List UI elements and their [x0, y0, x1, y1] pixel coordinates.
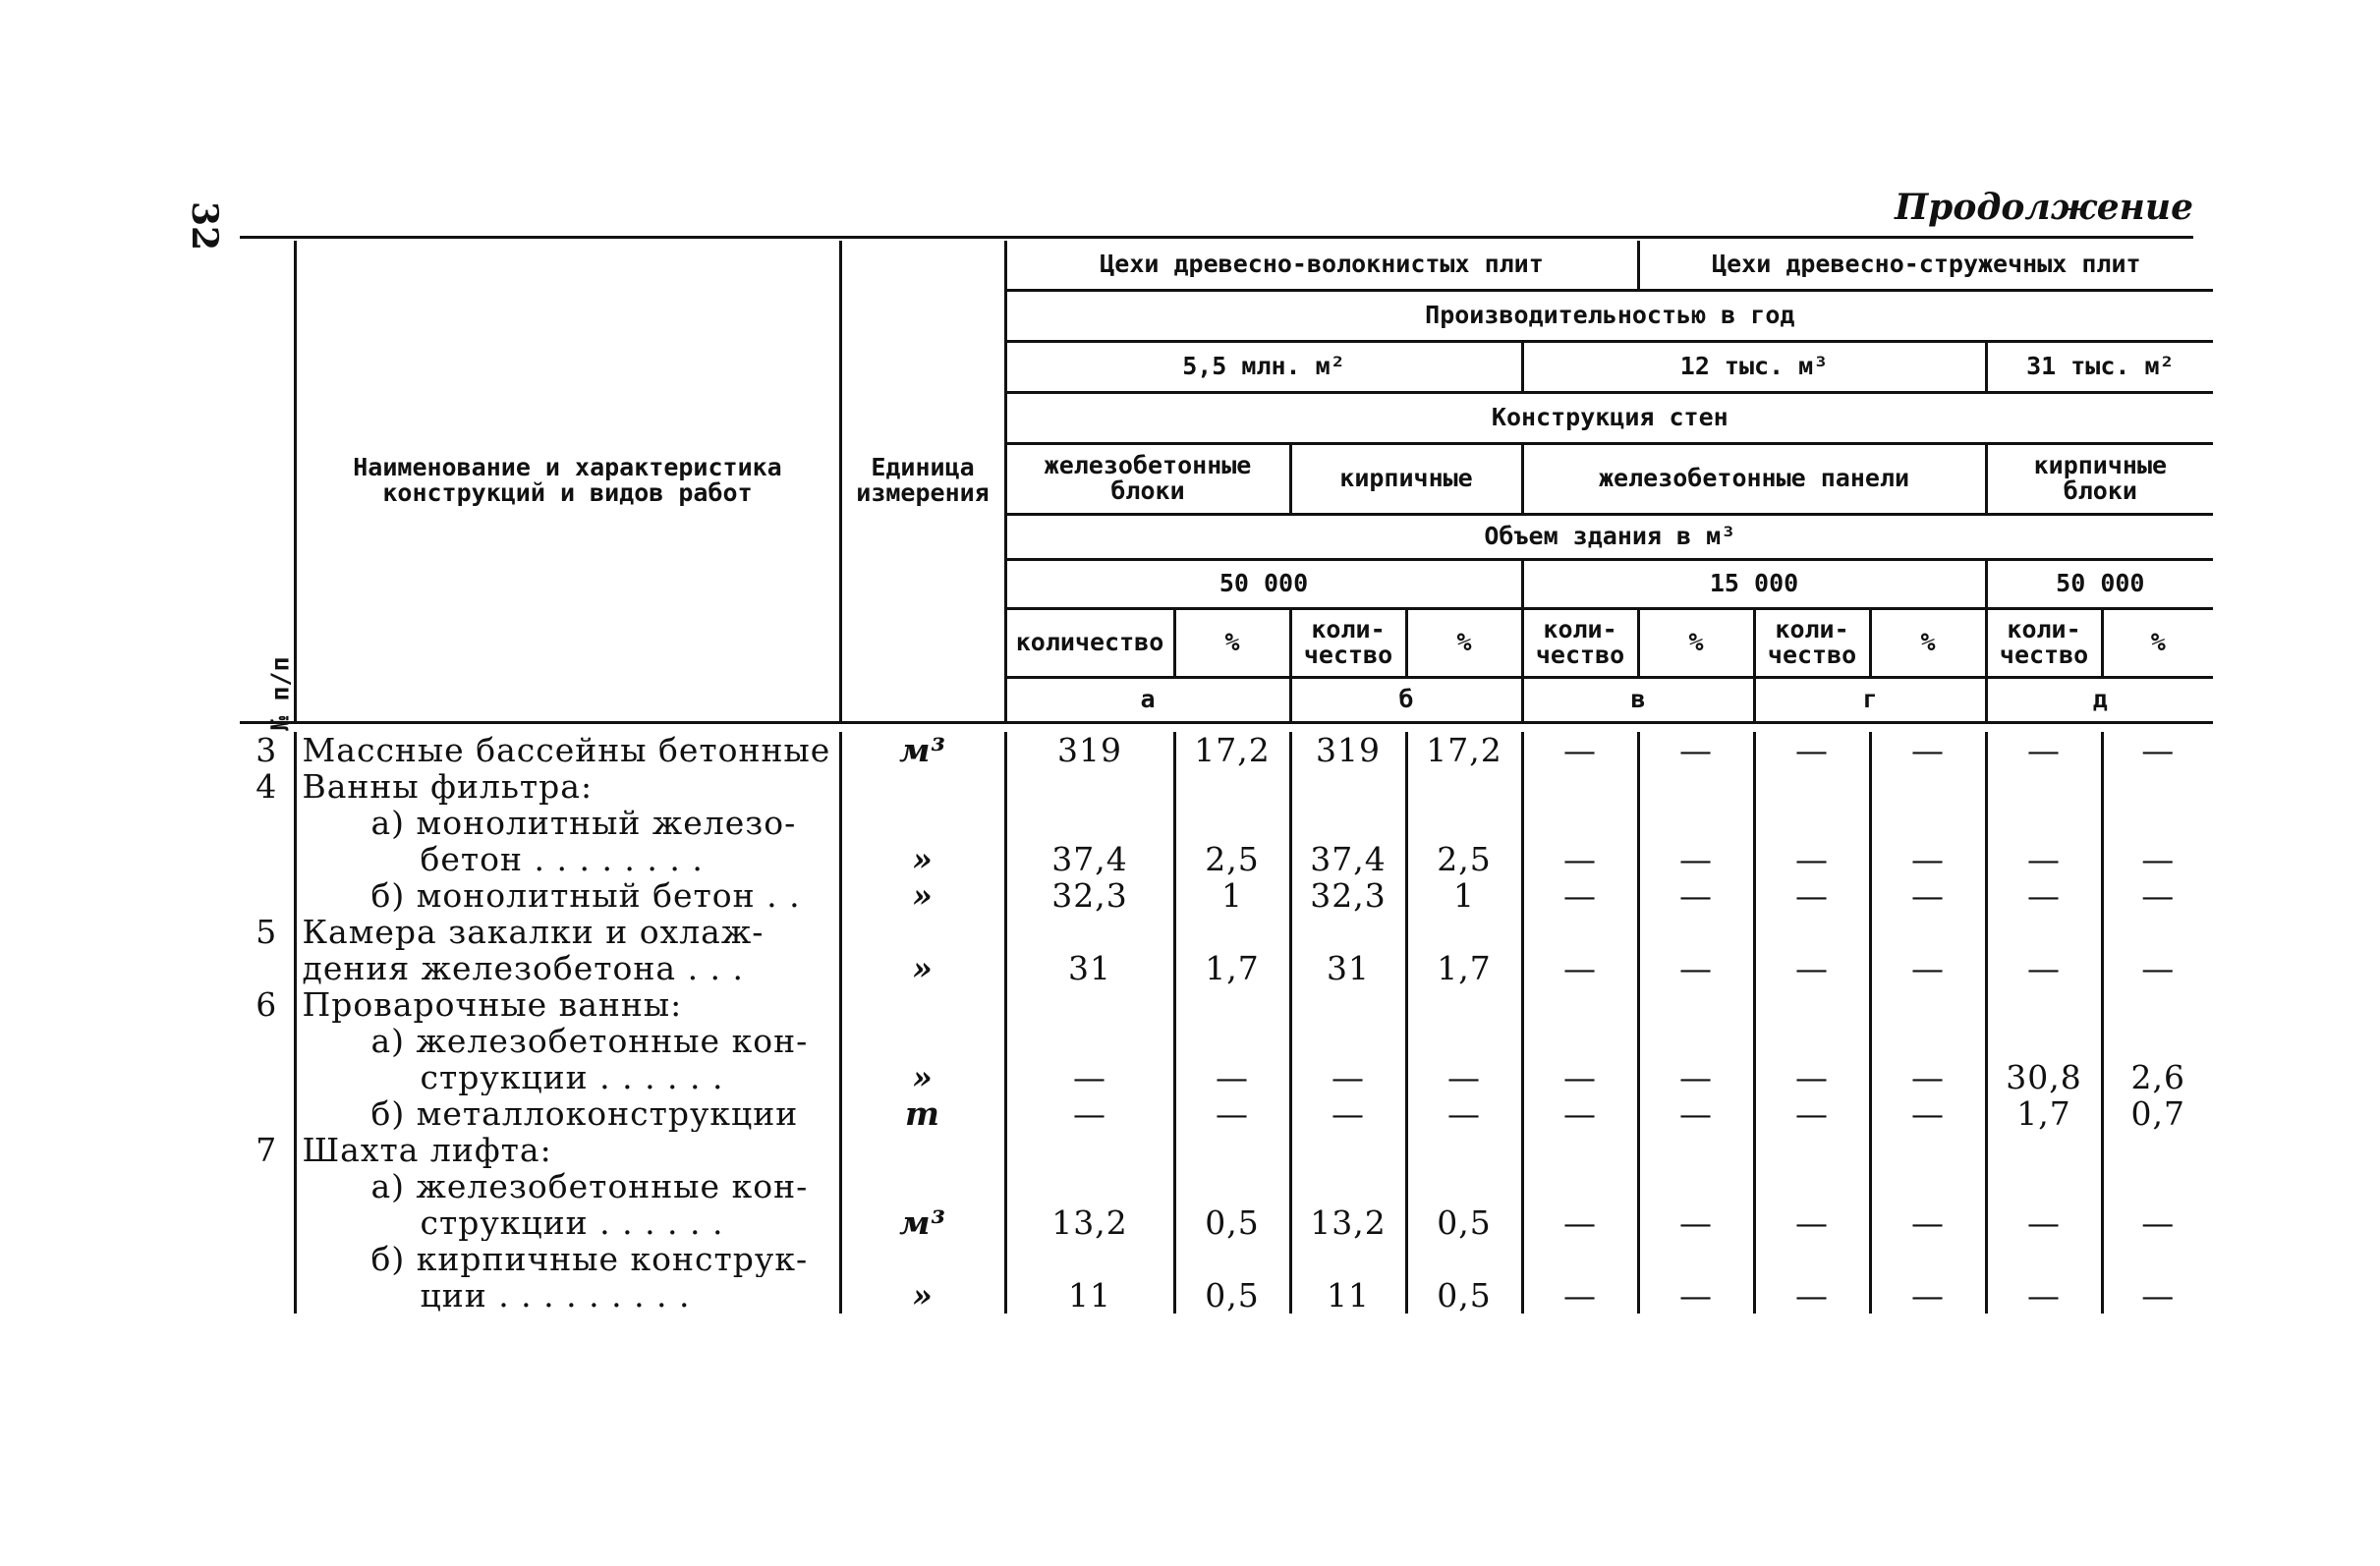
row-name [295, 1059, 840, 1095]
table-row [240, 914, 2213, 950]
header-wall-rc-blocks: железобетонные блоки [1005, 443, 1290, 514]
row-unit [840, 1168, 1005, 1204]
cell-percent: — [2102, 1204, 2213, 1241]
table-row [240, 986, 2213, 1023]
row-name-text: б) металлоконструкции [370, 1095, 799, 1132]
cell-quantity [1005, 1132, 1174, 1168]
row-number [240, 877, 295, 914]
cell-percent [1174, 768, 1290, 805]
cell-quantity: — [1754, 877, 1870, 914]
row-name [295, 1095, 840, 1132]
cell-quantity [1290, 1023, 1406, 1059]
cell-percent [1870, 914, 1986, 950]
row-name [295, 841, 840, 877]
cell-percent [1870, 1241, 1986, 1277]
table-row [240, 1095, 2213, 1132]
cell-quantity: 37,4 [1005, 841, 1174, 877]
row-name-text: а) железобетонные кон- [370, 1168, 809, 1204]
row-number [240, 1095, 295, 1132]
cell-quantity [1522, 914, 1638, 950]
cell-percent [2102, 1132, 2213, 1168]
cell-percent: — [1406, 1059, 1522, 1095]
row-number [240, 1023, 295, 1059]
row-unit [840, 1132, 1005, 1168]
table-row [240, 732, 2213, 768]
row-number [240, 1204, 295, 1241]
cell-percent [1406, 805, 1522, 841]
row-unit: » [840, 841, 1005, 877]
cell-quantity [1754, 1132, 1870, 1168]
cell-quantity: — [1522, 1095, 1638, 1132]
row-unit: » [840, 877, 1005, 914]
table-row [240, 1277, 2213, 1314]
table-row [240, 1059, 2213, 1095]
table-body [240, 732, 2213, 1314]
row-name [295, 877, 840, 914]
cell-percent: — [1406, 1095, 1522, 1132]
header-shop-fiber: Цехи древесно-волокнистых плит [1005, 241, 1638, 290]
table-row [240, 805, 2213, 841]
cell-percent: 1 [1406, 877, 1522, 914]
header-wall-rc-panels: железобетонные панели [1522, 443, 1986, 514]
cell-percent: 0,5 [1174, 1277, 1290, 1314]
row-name-text: дения железобетона . . . [302, 950, 745, 986]
row-name [295, 1241, 840, 1277]
table-row [240, 1204, 2213, 1241]
row-name-text: ции . . . . . . . . . [420, 1277, 691, 1314]
cell-quantity: — [1290, 1059, 1406, 1095]
cell-percent [1406, 986, 1522, 1023]
row-name-text: струкции . . . . . . [420, 1204, 724, 1241]
row-name-text: бетон . . . . . . . . [420, 841, 704, 877]
cell-quantity: — [1754, 732, 1870, 768]
cell-percent: 1,7 [1406, 950, 1522, 986]
cell-percent: 2,5 [1174, 841, 1290, 877]
cell-quantity: 31 [1290, 950, 1406, 986]
cell-percent: — [1638, 1095, 1754, 1132]
row-name [295, 1204, 840, 1241]
header-pct-c: % [1638, 608, 1754, 677]
header-wall-brick: кирпичные [1290, 443, 1522, 514]
cell-quantity [1290, 1241, 1406, 1277]
cell-percent: — [1174, 1095, 1290, 1132]
header-qty-e: коли-чество [1986, 608, 2102, 677]
table-row [240, 841, 2213, 877]
row-unit [840, 1023, 1005, 1059]
cell-quantity [1005, 1023, 1174, 1059]
cell-percent [1870, 986, 1986, 1023]
table-row [240, 768, 2213, 805]
cell-percent [2102, 768, 2213, 805]
cell-percent [1638, 914, 1754, 950]
row-number: 4 [255, 767, 278, 806]
header-qty-b: коли-чество [1290, 608, 1406, 677]
row-unit [840, 768, 1005, 805]
row-name [295, 950, 840, 986]
row-number [240, 1277, 295, 1314]
row-name-text: а) монолитный железо- [370, 805, 797, 841]
cell-percent [1174, 1168, 1290, 1204]
cell-percent [2102, 986, 2213, 1023]
cell-percent [2102, 1023, 2213, 1059]
cell-quantity [1290, 1168, 1406, 1204]
cell-percent [2102, 914, 2213, 950]
cell-quantity: — [1005, 1095, 1174, 1132]
cell-percent: — [1870, 1095, 1986, 1132]
table-row [240, 950, 2213, 986]
cell-quantity [1522, 1168, 1638, 1204]
cell-percent: — [1870, 1059, 1986, 1095]
cell-quantity [1986, 1132, 2102, 1168]
cell-quantity [1290, 1132, 1406, 1168]
cell-percent [1406, 914, 1522, 950]
header-qty-a: количество [1005, 608, 1174, 677]
cell-percent [2102, 805, 2213, 841]
cell-percent [1638, 986, 1754, 1023]
cell-percent [1870, 1023, 1986, 1059]
cell-percent [2102, 1168, 2213, 1204]
cell-quantity [1005, 1168, 1174, 1204]
cell-quantity [1754, 1023, 1870, 1059]
row-name-text: Ванны фильтра: [302, 768, 594, 805]
header-vol-a: 50 000 [1005, 559, 1522, 608]
continuation-label: Продолжение [1895, 187, 2193, 228]
cell-quantity [1290, 768, 1406, 805]
row-name [295, 1023, 840, 1059]
cell-percent [1174, 1132, 1290, 1168]
header-prod-b: 12 тыс. м³ [1522, 341, 1986, 392]
header-vol-b: 15 000 [1522, 559, 1986, 608]
cell-quantity [1522, 986, 1638, 1023]
cell-percent [1638, 1023, 1754, 1059]
header-pct-d: % [1870, 608, 1986, 677]
header-num-col: № п/п [240, 241, 295, 722]
header-wall-brick-blocks: кирпичные блоки [1986, 443, 2213, 514]
header-pct-a: % [1174, 608, 1290, 677]
cell-quantity [1522, 805, 1638, 841]
page-number: 32 [184, 200, 225, 252]
cell-percent: 17,2 [1174, 732, 1290, 768]
cell-percent: — [1638, 1059, 1754, 1095]
cell-quantity: — [1754, 1204, 1870, 1241]
header-letter-a: а [1005, 677, 1290, 722]
cell-quantity: 319 [1005, 732, 1174, 768]
cell-percent [1406, 768, 1522, 805]
cell-quantity [1754, 914, 1870, 950]
row-name-text: Камера закалки и охлаж- [302, 914, 765, 950]
cell-percent [1406, 1168, 1522, 1204]
row-unit: т [840, 1095, 1005, 1132]
cell-percent: — [1638, 1277, 1754, 1314]
cell-quantity: — [1522, 1277, 1638, 1314]
cell-percent: 1,7 [1174, 950, 1290, 986]
cell-quantity [1986, 1023, 2102, 1059]
header-name-col: Наименование и характеристика конструкций и видов работ [295, 241, 840, 722]
cell-percent: — [1870, 950, 1986, 986]
row-name-text: а) железобетонные кон- [370, 1023, 809, 1059]
cell-quantity [1754, 1241, 1870, 1277]
cell-percent [1870, 768, 1986, 805]
row-number [240, 841, 295, 877]
cell-percent: 17,2 [1406, 732, 1522, 768]
row-number [240, 1059, 295, 1095]
cell-quantity: — [1005, 1059, 1174, 1095]
row-name [295, 732, 840, 768]
cell-quantity [1986, 1168, 2102, 1204]
cell-quantity: 37,4 [1290, 841, 1406, 877]
row-name [295, 1132, 840, 1168]
cell-percent: 2,5 [1406, 841, 1522, 877]
cell-percent: — [2102, 950, 2213, 986]
row-name [295, 805, 840, 841]
header-letter-b: б [1290, 677, 1522, 722]
cell-percent: — [2102, 732, 2213, 768]
row-name-text: б) кирпичные конструк- [370, 1241, 809, 1277]
header-letter-c: в [1522, 677, 1754, 722]
cell-percent [1870, 1168, 1986, 1204]
cell-percent [1174, 1023, 1290, 1059]
cell-percent [1406, 1023, 1522, 1059]
cell-quantity: — [1754, 841, 1870, 877]
cell-quantity [1005, 1241, 1174, 1277]
cell-percent: — [1870, 841, 1986, 877]
cell-quantity: — [1522, 877, 1638, 914]
table-row [240, 877, 2213, 914]
cell-percent [1870, 805, 1986, 841]
cell-percent: — [2102, 841, 2213, 877]
header-shop-chip: Цехи древесно-стружечных плит [1638, 241, 2213, 290]
cell-quantity: — [1986, 1277, 2102, 1314]
row-name [295, 986, 840, 1023]
cell-quantity: — [1522, 1204, 1638, 1241]
cell-percent [1638, 1132, 1754, 1168]
cell-quantity: — [1522, 841, 1638, 877]
row-name-text: Шахта лифта: [302, 1132, 552, 1168]
row-unit: » [840, 1277, 1005, 1314]
header-qty-d: коли-чество [1754, 608, 1870, 677]
row-number [240, 805, 295, 841]
cell-quantity [1754, 805, 1870, 841]
cell-percent: 1 [1174, 877, 1290, 914]
cell-percent [1406, 1241, 1522, 1277]
cell-percent: 0,7 [2102, 1095, 2213, 1132]
cell-percent: — [2102, 1277, 2213, 1314]
cell-quantity [1754, 986, 1870, 1023]
cell-quantity [1005, 805, 1174, 841]
header-qty-c: коли-чество [1522, 608, 1638, 677]
cell-quantity: — [1522, 1059, 1638, 1095]
row-number: 5 [255, 913, 278, 951]
row-unit [840, 914, 1005, 950]
table-header [240, 241, 2213, 732]
row-name-text: б) монолитный бетон . . [370, 877, 801, 914]
cell-quantity: — [1754, 1095, 1870, 1132]
row-name [295, 1168, 840, 1204]
cell-quantity [1522, 768, 1638, 805]
header-vol-c: 50 000 [1986, 559, 2213, 608]
cell-quantity: 30,8 [1986, 1059, 2102, 1095]
header-unit-col: Единица измерения [840, 241, 1005, 722]
cell-percent [1870, 1132, 1986, 1168]
header-prod-c: 31 тыс. м² [1986, 341, 2213, 392]
cell-quantity [1290, 805, 1406, 841]
row-unit: м³ [840, 732, 1005, 768]
cell-quantity: — [1986, 1204, 2102, 1241]
cell-quantity: — [1522, 732, 1638, 768]
cell-quantity: — [1290, 1095, 1406, 1132]
header-letter-e: д [1986, 677, 2213, 722]
row-number: 6 [255, 985, 278, 1024]
row-name-text: струкции . . . . . . [420, 1059, 724, 1095]
cell-percent: 0,5 [1406, 1277, 1522, 1314]
header-wall-construction: Конструкция стен [1005, 392, 2213, 443]
cell-percent: — [1638, 841, 1754, 877]
cell-percent [1174, 986, 1290, 1023]
cell-quantity: — [1754, 1277, 1870, 1314]
cell-percent: — [2102, 877, 2213, 914]
top-rule [240, 236, 2193, 239]
cell-quantity: 32,3 [1290, 877, 1406, 914]
cell-quantity [1986, 986, 2102, 1023]
cell-percent: 0,5 [1406, 1204, 1522, 1241]
cell-percent [1638, 805, 1754, 841]
cell-percent: — [1870, 877, 1986, 914]
cell-quantity: — [1986, 877, 2102, 914]
table-row [240, 1023, 2213, 1059]
cell-quantity: — [1522, 950, 1638, 986]
cell-quantity: 13,2 [1290, 1204, 1406, 1241]
cell-quantity: 32,3 [1005, 877, 1174, 914]
row-unit [840, 805, 1005, 841]
row-number [240, 950, 295, 986]
cell-percent: — [1638, 1204, 1754, 1241]
table-row [240, 1241, 2213, 1277]
row-name [295, 914, 840, 950]
cell-percent: — [1638, 877, 1754, 914]
cell-percent: — [1638, 732, 1754, 768]
cell-quantity [1754, 768, 1870, 805]
table-rows [240, 732, 2213, 1314]
row-unit: м³ [840, 1204, 1005, 1241]
cell-percent: — [1870, 1277, 1986, 1314]
row-number: 7 [255, 1131, 278, 1169]
row-number: 3 [255, 731, 278, 769]
cell-percent: 2,6 [2102, 1059, 2213, 1095]
cell-quantity [1986, 914, 2102, 950]
cell-quantity [1005, 768, 1174, 805]
cell-quantity: 31 [1005, 950, 1174, 986]
cell-quantity [1986, 1241, 2102, 1277]
cell-percent: — [1638, 950, 1754, 986]
cell-quantity [1522, 1023, 1638, 1059]
cell-quantity: — [1986, 950, 2102, 986]
cell-percent [1638, 768, 1754, 805]
cell-quantity [1290, 986, 1406, 1023]
cell-quantity: 1,7 [1986, 1095, 2102, 1132]
cell-percent [2102, 1241, 2213, 1277]
cell-percent [1174, 1241, 1290, 1277]
cell-quantity: 13,2 [1005, 1204, 1174, 1241]
cell-percent: — [1870, 732, 1986, 768]
table-row [240, 1132, 2213, 1168]
cell-quantity: 319 [1290, 732, 1406, 768]
header-prod-a: 5,5 млн. м² [1005, 341, 1522, 392]
cell-percent [1174, 914, 1290, 950]
header-letter-d: г [1754, 677, 1986, 722]
row-name-text: Проварочные ванны: [302, 986, 683, 1023]
row-unit [840, 1241, 1005, 1277]
cell-percent: — [1174, 1059, 1290, 1095]
cell-quantity [1522, 1241, 1638, 1277]
cell-percent [1638, 1241, 1754, 1277]
cell-percent: — [1870, 1204, 1986, 1241]
cell-quantity [1005, 914, 1174, 950]
cell-percent [1406, 1132, 1522, 1168]
table-row [240, 1168, 2213, 1204]
row-name-text: Массные бассейны бетонные [302, 732, 831, 768]
row-unit [840, 986, 1005, 1023]
cell-quantity: 11 [1005, 1277, 1174, 1314]
row-name [295, 768, 840, 805]
cell-quantity [1522, 1132, 1638, 1168]
header-pct-b: % [1406, 608, 1522, 677]
row-number [240, 1168, 295, 1204]
cell-percent: 0,5 [1174, 1204, 1290, 1241]
header-volume: Объем здания в м³ [1005, 514, 2213, 559]
row-unit: » [840, 950, 1005, 986]
cell-percent [1638, 1168, 1754, 1204]
cell-quantity: — [1754, 1059, 1870, 1095]
row-name [295, 1277, 840, 1314]
header-pct-e: % [2102, 608, 2213, 677]
row-unit: » [840, 1059, 1005, 1095]
cell-quantity: — [1986, 732, 2102, 768]
cell-quantity [1005, 986, 1174, 1023]
row-number [240, 1241, 295, 1277]
cell-quantity: — [1754, 950, 1870, 986]
cell-quantity [1754, 1168, 1870, 1204]
cell-percent [1174, 805, 1290, 841]
cell-quantity: — [1986, 841, 2102, 877]
cell-quantity [1290, 914, 1406, 950]
cell-quantity [1986, 768, 2102, 805]
header-productivity: Производительностью в год [1005, 290, 2213, 341]
cell-quantity: 11 [1290, 1277, 1406, 1314]
cell-quantity [1986, 805, 2102, 841]
